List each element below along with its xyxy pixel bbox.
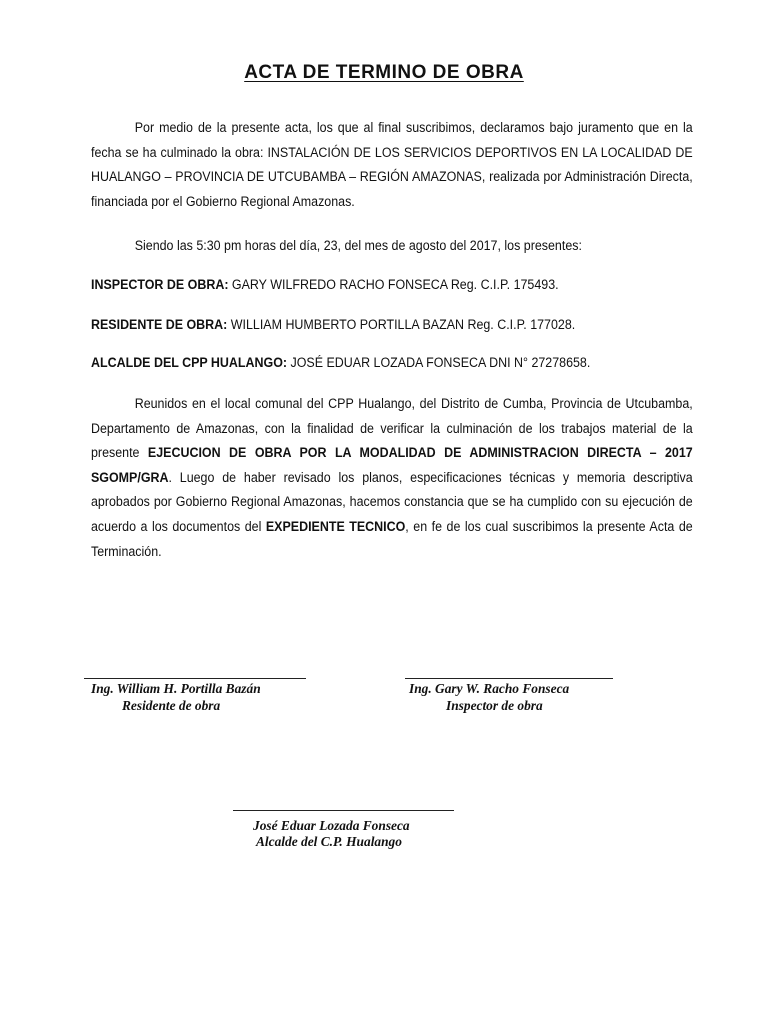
body-text-3: , en fe de los cual suscribimos la presente Acta de Terminación. bbox=[91, 518, 693, 559]
alcalde-signature-line bbox=[233, 810, 454, 811]
residente-label: RESIDENTE DE OBRA: bbox=[91, 317, 228, 332]
residente-value: WILLIAM HUMBERTO PORTILLA BAZAN Reg. C.I.P. 177028. bbox=[227, 317, 576, 332]
residente-name: Ing. William H. Portilla Bazán bbox=[91, 681, 261, 696]
alcalde-line bbox=[91, 355, 590, 370]
inspector-name: Ing. Gary W. Racho Fonseca bbox=[409, 681, 570, 696]
inspector-signature-line bbox=[405, 678, 613, 679]
body-bold-2: EXPEDIENTE TECNICO bbox=[265, 518, 406, 534]
inspector-role: Inspector de obra bbox=[446, 698, 543, 713]
residente-line bbox=[91, 317, 575, 332]
alcalde-value: JOSÉ EDUAR LOZADA FONSECA DNI N° 27278658. bbox=[287, 355, 591, 370]
body-text-1: Reunidos en el local comunal del CPP Hualango, del Distrito de Cumba, Provincia de Utcubamba, Departamento de Amazonas, con la finalidad de verificar la culminación de los trabajos material de la presente bbox=[91, 396, 693, 461]
inspector-line bbox=[91, 277, 559, 292]
present-line: Siendo las 5:30 pm horas del día, 23, del mes de agosto del 2017, los presentes: bbox=[134, 238, 582, 253]
alcalde-name: José Eduar Lozada Fonseca bbox=[253, 818, 410, 833]
residente-signature-line bbox=[84, 678, 306, 679]
intro-paragraph: Por medio de la presente acta, los que al final suscribimos, declaramos bajo juramento que en la fecha se ha culminado la obra: INSTALACIÓN DE LOS SERVICIOS DEPORTIVOS EN LA LOCALIDAD DE HUALANGO – PROVINCIA DE UTCUBAMBA – REGIÓN AMAZONAS, realizada por Administración Directa, financiada por el Gobierno Regional Amazonas. bbox=[91, 120, 693, 209]
inspector-label: INSPECTOR DE OBRA: bbox=[91, 277, 229, 292]
body-bold-1: EJECUCION DE OBRA POR LA MODALIDAD DE ADMINISTRACION DIRECTA – 2017 SGOMP/GRA bbox=[91, 445, 693, 485]
document-title: ACTA DE TERMINO DE OBRA bbox=[244, 62, 524, 83]
residente-role: Residente de obra bbox=[122, 698, 221, 713]
inspector-value: GARY WILFREDO RACHO FONSECA Reg. C.I.P. 175493. bbox=[228, 277, 559, 292]
body-text-2: . Luego de haber revisado los planos, especificaciones técnicas y memoria descriptiva aprobados por Gobierno Regional Amazonas, hacemos constancia que se ha cumplido con su ejecución de acuerdo a los documentos del bbox=[91, 469, 693, 534]
alcalde-role: Alcalde del C.P. Hualango bbox=[256, 834, 402, 849]
alcalde-label: ALCALDE DEL CPP HUALANGO: bbox=[91, 355, 288, 370]
body-paragraph bbox=[91, 392, 693, 564]
